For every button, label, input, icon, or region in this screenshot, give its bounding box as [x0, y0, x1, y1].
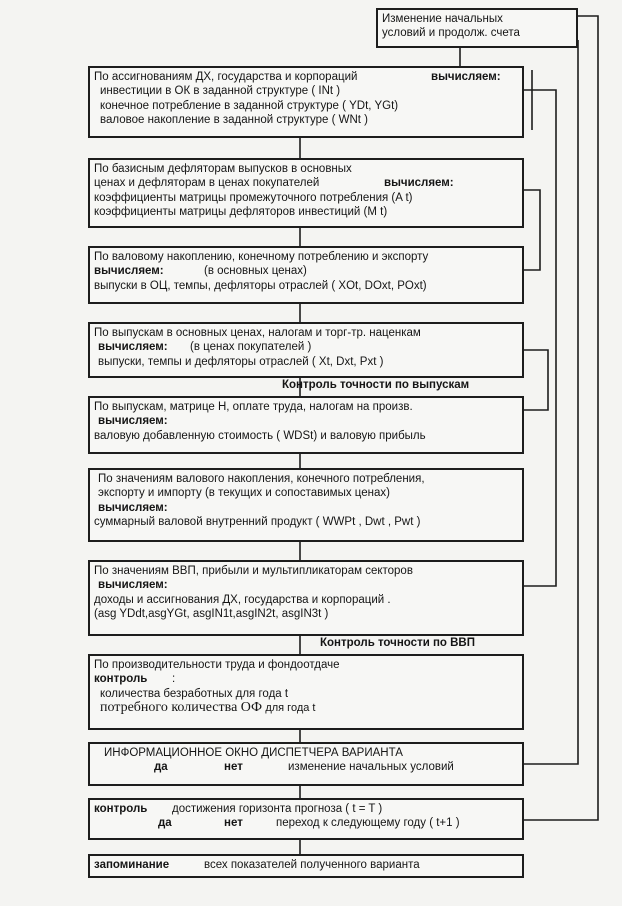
- productivity-line4a: потребного количества ОФ: [100, 700, 263, 716]
- allocation-line1: По ассигнованиям ДХ, государства и корпораций: [94, 71, 358, 83]
- save-results-label: запоминание: [94, 859, 170, 871]
- allocation-compute-label: вычисляем:: [431, 71, 501, 83]
- productivity-box: [88, 654, 524, 730]
- allocation-box: [88, 66, 524, 138]
- value-added-line3: валовую добавленную стоимость ( WDSt) и валовую прибыль: [94, 429, 426, 442]
- purchaser-prices-box: [88, 322, 524, 378]
- dispatcher-window-box[interactable]: [88, 742, 524, 786]
- loop-box2-box3: [524, 190, 540, 270]
- income-box: [88, 560, 524, 636]
- restart-line1: Изменение начальных: [382, 13, 503, 25]
- dispatcher-action: изменение начальных условий: [288, 761, 454, 774]
- save-results-box: [88, 854, 524, 878]
- horizon-action: переход к следующему году ( t+1 ): [276, 817, 460, 830]
- loop-box9-top: [524, 40, 578, 764]
- deflators-box: [88, 158, 524, 228]
- restart-conditions-box: [376, 8, 578, 48]
- allocation-line3: конечное потребление в заданной структуре ( YDt, YGt): [100, 99, 399, 112]
- income-line3: доходы и ассигнования ДХ, государства и корпораций .: [94, 593, 391, 606]
- productivity-control-label: контроль: [94, 673, 148, 686]
- horizon-control-box: [88, 798, 524, 840]
- loop-box10-top: [524, 16, 598, 820]
- save-results-text: всех показателей полученного варианта: [204, 859, 420, 871]
- dispatcher-no[interactable]: нет: [224, 761, 243, 774]
- gdp-compute-label: вычисляем:: [98, 501, 168, 514]
- restart-line2: условий и продолж. счета: [382, 27, 520, 40]
- basic-prices-compute-label: вычисляем:: [94, 265, 164, 278]
- purchaser-prices-line1: По выпускам в основных ценах, налогам и торг-тр. наценкам: [94, 327, 421, 339]
- loop-box4-box5: [524, 350, 548, 410]
- income-line1: По значениям ВВП, прибыли и мультипликаторам секторов: [94, 565, 413, 577]
- gdp-line4: суммарный валовой внутренний продукт ( WWPt , Dwt , Pwt ): [94, 516, 421, 529]
- value-added-box: [88, 396, 524, 454]
- productivity-line1: По производительности труда и фондоотдаче: [94, 659, 340, 671]
- loop-box7-box1: [524, 90, 556, 586]
- productivity-line4b: для года t: [265, 702, 316, 715]
- gdp-accuracy-control: Контроль точности по ВВП: [320, 637, 476, 649]
- dispatcher-yes[interactable]: да: [154, 761, 168, 774]
- allocation-line4: валовое накопление в заданной структуре ( WNt ): [100, 114, 368, 127]
- purchaser-prices-line3: выпуски, темпы и дефляторы отраслей ( Xt, Dxt, Pxt ): [98, 355, 384, 368]
- productivity-line3: количества безработных для года t: [100, 687, 289, 700]
- basic-prices-line1: По валовому накоплению, конечному потреблению и экспорту: [94, 251, 429, 263]
- horizon-line1: достижения горизонта прогноза ( t = T ): [172, 803, 383, 815]
- gdp-box: [88, 468, 524, 542]
- output-accuracy-control: Контроль точности по выпускам: [282, 379, 470, 391]
- deflators-line2: ценах и дефляторам в ценах покупателей: [94, 177, 320, 190]
- allocation-line2: инвестиции в ОК в заданной структуре ( INt ): [100, 85, 341, 98]
- basic-prices-line3: выпуски в ОЦ, темпы, дефляторы отраслей ( XOt, DOxt, POxt): [94, 279, 427, 292]
- gdp-line1: По значениям валового накопления, конечного потребления,: [98, 473, 425, 485]
- deflators-line4: коэффициенты матрицы дефляторов инвестиций (M t): [94, 206, 388, 219]
- horizon-control-label: контроль: [94, 803, 148, 815]
- dispatcher-title: ИНФОРМАЦИОННОЕ ОКНО ДИСПЕТЧЕРА ВАРИАНТА: [104, 747, 403, 759]
- purchaser-prices-compute-label: вычисляем:: [98, 341, 168, 354]
- deflators-line1: По базисным дефляторам выпусков в основных: [94, 163, 352, 175]
- income-line4: (asg YDdt,asgYGt, asgIN1t,asgIN2t, asgIN3t ): [94, 608, 329, 621]
- purchaser-prices-note: (в ценах покупателей ): [190, 341, 312, 354]
- productivity-colon: :: [172, 673, 176, 686]
- horizon-yes: да: [158, 817, 172, 830]
- value-added-compute-label: вычисляем:: [98, 415, 168, 428]
- gdp-line2: экспорту и импорту (в текущих и сопоставимых ценах): [98, 487, 390, 500]
- income-compute-label: вычисляем:: [98, 579, 168, 592]
- deflators-compute-label: вычисляем:: [384, 177, 454, 190]
- basic-prices-box: [88, 246, 524, 304]
- horizon-no: нет: [224, 817, 243, 830]
- basic-prices-note: (в основных ценах): [204, 265, 307, 278]
- deflators-line3: коэффициенты матрицы промежуточного потребления (A t): [94, 191, 413, 204]
- value-added-line1: По выпускам, матрице Н, оплате труда, налогам на произв.: [94, 401, 413, 413]
